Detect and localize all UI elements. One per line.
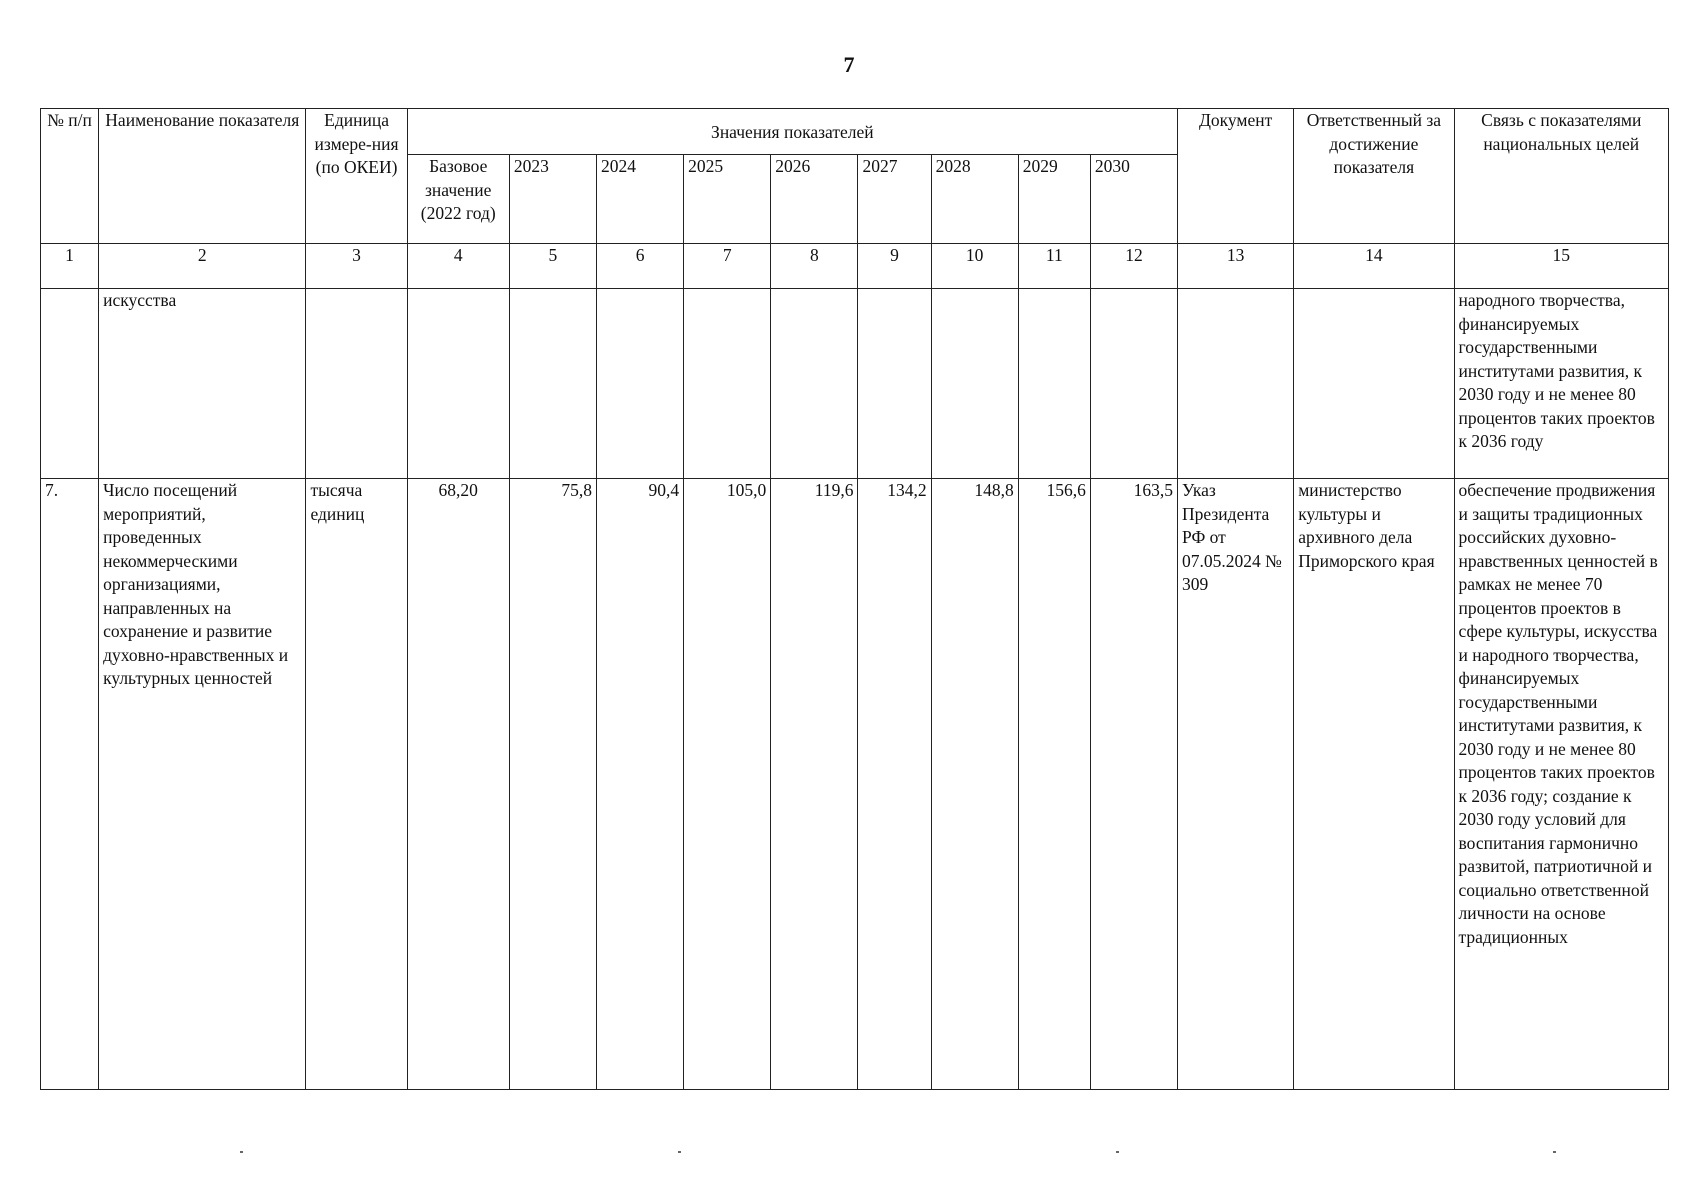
cell-document: Указ Президента РФ от 07.05.2024 № 309 (1178, 479, 1294, 1090)
header-base: Базовое значение (2022 год) (407, 155, 509, 244)
header-year: 2030 (1090, 155, 1177, 244)
column-number: 12 (1090, 244, 1177, 289)
cell-empty (931, 289, 1018, 479)
header-responsible: Ответственный за достижение показателя (1294, 109, 1454, 244)
header-unit: Единица измере-ния (по ОКЕИ) (306, 109, 407, 244)
cell-year-value: 134,2 (858, 479, 931, 1090)
cell-empty (596, 289, 683, 479)
scan-artifact (678, 1151, 681, 1153)
cell-year-value: 148,8 (931, 479, 1018, 1090)
column-number: 8 (771, 244, 858, 289)
header-year: 2024 (596, 155, 683, 244)
column-number: 14 (1294, 244, 1454, 289)
cell-empty (1090, 289, 1177, 479)
header-year: 2025 (684, 155, 771, 244)
cell-base-value: 68,20 (407, 479, 509, 1090)
column-number: 1 (41, 244, 99, 289)
column-numbers-row (41, 244, 1669, 289)
cell-year-value: 90,4 (596, 479, 683, 1090)
indicators-table (40, 108, 1669, 1090)
column-number: 7 (684, 244, 771, 289)
header-name: Наименование показателя (99, 109, 306, 244)
cell-year-value: 75,8 (509, 479, 596, 1090)
header-num: № п/п (41, 109, 99, 244)
header-year: 2023 (509, 155, 596, 244)
header-year: 2027 (858, 155, 931, 244)
cell-num: 7. (41, 479, 99, 1090)
cell-empty (509, 289, 596, 479)
column-number: 5 (509, 244, 596, 289)
cell-year-value: 163,5 (1090, 479, 1177, 1090)
table-row-7 (41, 479, 1669, 1090)
column-number: 10 (931, 244, 1018, 289)
cell-empty (771, 289, 858, 479)
column-number: 15 (1454, 244, 1669, 289)
cell-name: Число посещений мероприятий, проведенных некоммерческими организациями, направленных на сохранение и развитие духовно-нравственных и культурных ценностей (99, 479, 306, 1090)
cell-year-value: 119,6 (771, 479, 858, 1090)
column-number: 4 (407, 244, 509, 289)
page-number: 7 (843, 52, 855, 77)
header-year: 2029 (1018, 155, 1090, 244)
header-document: Документ (1178, 109, 1294, 244)
continuation-row (41, 289, 1669, 479)
cell-empty (1178, 289, 1294, 479)
cell-empty (407, 289, 509, 479)
cell-empty (858, 289, 931, 479)
cell-empty (684, 289, 771, 479)
column-number: 3 (306, 244, 407, 289)
cell-empty (306, 289, 407, 479)
scan-artifact (1553, 1151, 1556, 1153)
scan-artifact (1116, 1151, 1119, 1153)
cell-unit: тысяча единиц (306, 479, 407, 1090)
column-number: 13 (1178, 244, 1294, 289)
cell-empty (1018, 289, 1090, 479)
header-year: 2026 (771, 155, 858, 244)
column-number: 9 (858, 244, 931, 289)
header-year: 2028 (931, 155, 1018, 244)
column-number: 6 (596, 244, 683, 289)
cell-responsible: министерство культуры и архивного дела Приморского края (1294, 479, 1454, 1090)
column-number: 11 (1018, 244, 1090, 289)
cell-link: народного творчества, финансируемых государственными институтами развития, к 2030 году и не менее 80 процентов таких проектов к 2036 году (1454, 289, 1669, 479)
cell-empty (1294, 289, 1454, 479)
scan-artifact (240, 1151, 243, 1153)
cell-num (41, 289, 99, 479)
cell-year-value: 156,6 (1018, 479, 1090, 1090)
column-number: 2 (99, 244, 306, 289)
cell-year-value: 105,0 (684, 479, 771, 1090)
cell-link: обеспечение продвижения и защиты традиционных российских духовно-нравственных ценностей в рамках не менее 70 процентов проектов в сфере культуры, искусства и народного творчества, финансируемых государственными институтами развития, к 2030 году и не менее 80 процентов таких проектов к 2036 году; создание к 2030 году условий для воспитания гармонично развитой, патриотичной и социально ответственной личности на основе традиционных (1454, 479, 1669, 1090)
header-values-group: Значения показателей (407, 109, 1177, 155)
header-link: Связь с показателями национальных целей (1454, 109, 1669, 244)
cell-name: искусства (99, 289, 306, 479)
header-row-1 (41, 109, 1669, 155)
